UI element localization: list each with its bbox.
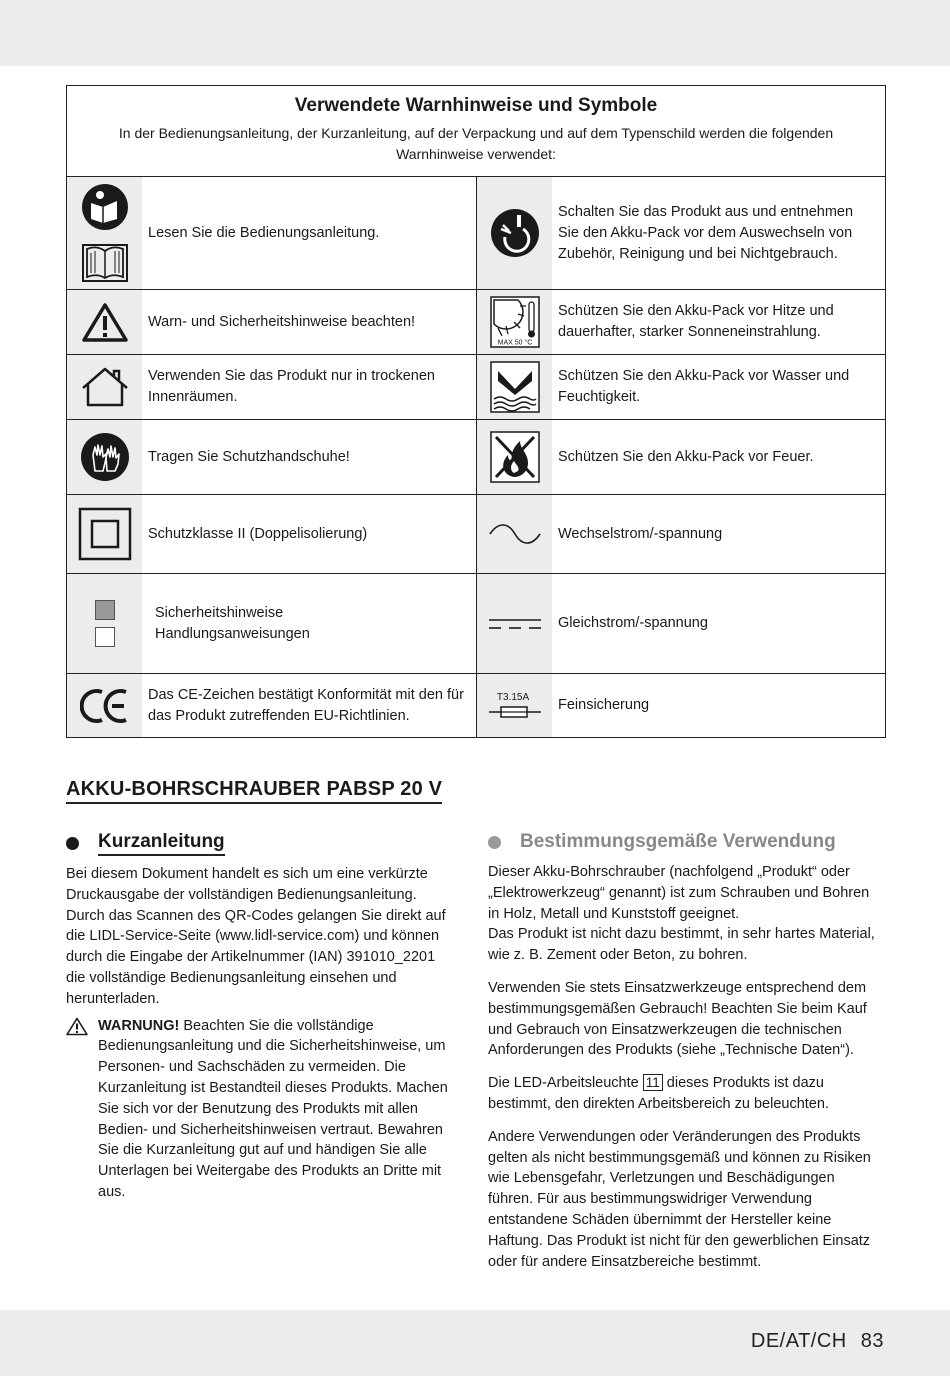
table-cell: [476, 177, 885, 289]
table-cell: [67, 420, 476, 494]
page-number: 83: [860, 1330, 884, 1352]
table-row: [67, 420, 885, 495]
table-cell-text: Feinsicherung: [558, 697, 650, 713]
table-cell-text: Schützen Sie den Akku-Pack vor Hitze und dauerhafter, starker Sonneneinstrahlung.: [558, 303, 834, 340]
left-column: [66, 830, 454, 1203]
table-cell-text: Gleichstrom/-spannung: [558, 615, 708, 631]
right-column: [488, 830, 883, 1272]
paragraph: Dieser Akku-Bohrschrauber (nachfolgend „Produkt“ oder „Elektrowerkzeug“ genannt) ist zum Schrauben und Bohren in Holz, Metall und Kunststoff geeignet.: [488, 864, 870, 922]
instruction-box-icon: [95, 627, 115, 647]
paragraph: Andere Verwendungen oder Veränderungen des Produkts gelten als nicht bestimmungsgemäß und können zu Risiken wie Lebensgefahr, Verletzungen und Beschädigungen führen. Für aus bestimmungswidriger Verwendung entstandene Schäden übernimmt der Hersteller keine Haftung. Das Produkt ist nicht für den gewerblichen Einsatz oder für andere Einsatzbereiche bestimmt.: [488, 1128, 871, 1270]
table-title: Verwendete Warnhinweise und Symbole: [294, 95, 658, 116]
table-cell-text: Schalten Sie das Produkt aus und entnehmen Sie den Akku-Pack vor dem Auswechseln von Zubehör, Reinigung und bei Nichtgebrauch.: [558, 203, 854, 262]
page-footer: [751, 1330, 884, 1353]
section-heading: [66, 830, 454, 856]
direct-current-icon: [477, 574, 552, 673]
table-cell-text: Schützen Sie den Akku-Pack vor Wasser und Feuchtigkeit.: [558, 368, 850, 405]
table-cell: [476, 290, 885, 354]
table-intro: In der Bedienungsanleitung, der Kurzanleitung, auf der Verpackung und auf dem Typenschild werden die folgenden Warnhinweise verwendet:: [118, 125, 834, 162]
table-row: [67, 290, 885, 355]
table-cell: [476, 495, 885, 573]
alternating-current-icon: [477, 495, 552, 573]
gloves-icon: [67, 420, 142, 494]
intro-paragraph: Bei diesem Dokument handelt es sich um eine verkürzte Druckausgabe der vollständigen Bedienungsanleitung. Durch das Scannen des QR-Codes gelangen Sie direkt auf die LIDL-Service-Seite (www.lidl-service.com) und können durch die Eingabe der Artikelnummer (IAN) 391010_2201 die vollständige Bedienungsanleitung einsehen und herunterladen.: [66, 866, 446, 1007]
table-header: [67, 86, 885, 177]
locale-label: DE/AT/CH: [750, 1330, 847, 1352]
table-cell-text: Lesen Sie die Bedienungsanleitung.: [148, 224, 380, 241]
table-cell: [476, 574, 885, 673]
table-cell: [476, 420, 885, 494]
led-text-a: Die LED-Arbeitsleuchte: [488, 1075, 639, 1092]
ce-mark-icon: [67, 674, 142, 737]
house-indoor-icon: [67, 355, 142, 419]
paragraph: Das Produkt ist nicht dazu bestimmt, in sehr hartes Material, wie z. B. Zement oder Beton, zu bohren.: [488, 926, 875, 964]
led-text-b: dieses Produkts ist dazu bestimmt, den direkten Arbeitsbereich zu beleuchten.: [488, 1075, 829, 1112]
warning-label: WARNUNG!: [98, 1017, 180, 1034]
table-row: [67, 355, 885, 420]
paragraph: Verwenden Sie stets Einsatzwerkzeuge entsprechend dem bestimmungsgemäßen Gebrauch! Beachten Sie beim Kauf und Gebrauch von Einsatzwerkzeugen die technischen Anforderungen des Produkts (siehe „Technische Daten“).: [488, 979, 867, 1059]
fuse-icon-label: T3.15A: [496, 691, 529, 703]
table-cell-text: Tragen Sie Schutzhandschuhe!: [148, 448, 350, 465]
warning-triangle-icon: [66, 1016, 98, 1203]
table-cell-text: [142, 574, 476, 673]
product-title: AKKU-BOHRSCHRAUBER PABSP 20 V: [66, 778, 442, 804]
warning-block: [66, 1016, 454, 1203]
warning-body: Beachten Sie die vollständige Bedienungsanleitung und die Sicherheitshinweise, um Personen- und Sachschäden zu vermeiden. Die Kurzanleitung ist Bestandteil dieses Produkts. Machen Sie sich vor der Benutzung des Produkts mit allen Bedien- und Sicherheitshinweisen vertraut. Bewahren Sie die Kurzanleitung gut auf und händigen Sie alle Unterlagen bei Weitergabe des Produkts an Dritte mit aus.: [98, 1017, 448, 1200]
protection-class-ii-icon: [67, 495, 142, 573]
safety-note-box-icon: [95, 600, 115, 620]
unplug-battery-icon: [477, 177, 552, 289]
heat-sun-icon: [477, 290, 552, 354]
table-cell-text: Wechselstrom/-spannung: [558, 525, 723, 542]
fuse-icon: [477, 674, 552, 737]
safety-notes-label: Sicherheitshinweise: [155, 604, 284, 621]
warning-symbols-table: [66, 85, 886, 738]
legend-boxes: [67, 574, 142, 673]
table-cell: [67, 290, 476, 354]
table-cell-text: Verwenden Sie das Produkt nur in trockenen Innenräumen.: [148, 368, 435, 405]
table-cell-text: Schützen Sie den Akku-Pack vor Feuer.: [558, 448, 814, 465]
table-row: [67, 495, 885, 574]
paragraph: [488, 1073, 883, 1115]
table-row: [67, 177, 885, 290]
table-cell: [476, 674, 885, 737]
table-row: [67, 674, 885, 737]
table-cell-text: Warn- und Sicherheitshinweise beachten!: [148, 313, 416, 330]
warning-triangle-icon: [67, 290, 142, 354]
intended-use-text: [488, 862, 883, 1272]
section-heading-text: Bestimmungsgemäße Verwendung: [520, 831, 836, 852]
table-row: [67, 574, 885, 674]
top-band: [0, 0, 950, 66]
reference-number: 11: [643, 1074, 663, 1091]
table-cell: [67, 674, 476, 737]
section-heading: [488, 830, 883, 854]
table-cell: [476, 355, 885, 419]
bullet-icon: [488, 836, 501, 849]
table-cell: [67, 495, 476, 573]
instructions-label: Handlungsanweisungen: [155, 625, 310, 642]
table-cell-text: Das CE-Zeichen bestätigt Konformität mit den für das Produkt zutreffenden EU-Richtlinien.: [148, 686, 464, 724]
bullet-icon: [66, 837, 79, 850]
warning-text: [98, 1016, 454, 1203]
table-cell: [67, 177, 476, 289]
table-cell: [67, 355, 476, 419]
table-cell: [67, 574, 476, 673]
water-protection-icon: [477, 355, 552, 419]
table-cell-text: Schutzklasse II (Doppelisolierung): [148, 525, 368, 542]
read-manual-icon: [67, 177, 142, 289]
heat-icon-label: MAX 50 °C: [497, 339, 532, 347]
section-heading-text: Kurzanleitung: [98, 830, 225, 856]
fire-protection-icon: [477, 420, 552, 494]
